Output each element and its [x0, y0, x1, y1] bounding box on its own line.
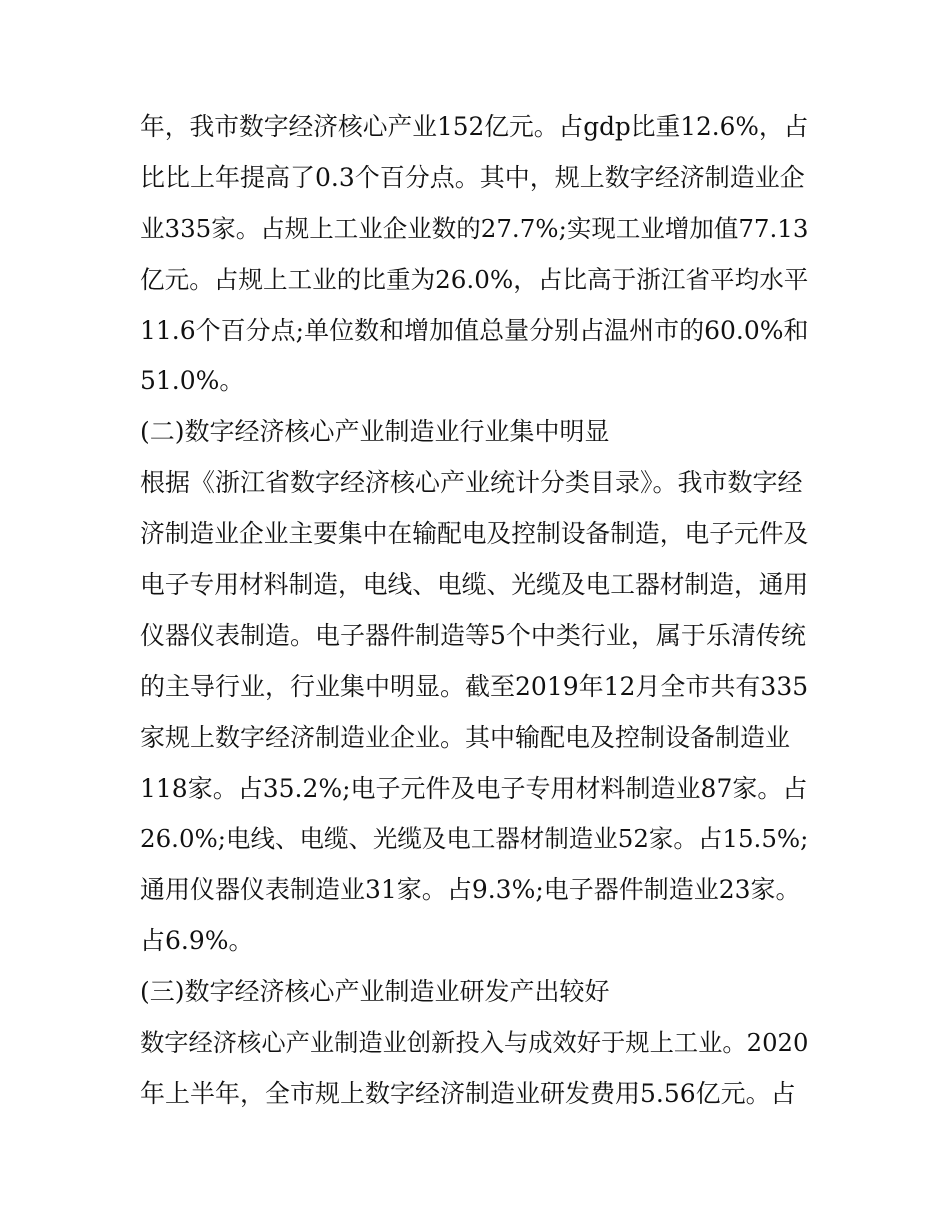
text-line [140, 814, 812, 865]
text-line-content: 亿元。占规上工业的比重为26.0%，占比高于浙江省平均水平 [140, 264, 809, 294]
section-heading [140, 967, 812, 1018]
text-line [140, 764, 812, 815]
text-line [140, 611, 812, 662]
section-heading-text: (二)数字经济核心产业制造业行业集中明显 [140, 417, 610, 447]
text-line-content: 占6.9%。 [140, 926, 254, 956]
text-line [140, 1069, 812, 1120]
text-line-content: 家规上数字经济制造业企业。其中输配电及控制设备制造业 [140, 722, 791, 752]
text-line-content: 年，我市数字经济核心产业152亿元。占gdp比重12.6%，占 [140, 112, 809, 141]
text-line [140, 560, 812, 611]
text-line [140, 356, 812, 407]
text-line [140, 865, 812, 916]
text-line [140, 204, 812, 255]
text-line [140, 458, 812, 509]
text-line-content: 的主导行业，行业集中明显。截至2019年12月全市共有335 [140, 671, 809, 701]
text-line-content: 51.0%。 [140, 366, 245, 396]
section-heading-text: (三)数字经济核心产业制造业研发产出较好 [140, 977, 610, 1007]
text-line-content: 业335家。占规上工业企业数的27.7%;实现工业增加值77.13 [140, 213, 809, 243]
text-line [140, 255, 812, 306]
text-line-content: 仪器仪表制造。电子器件制造等5个中类行业，属于乐清传统 [140, 620, 806, 650]
text-line [140, 102, 812, 153]
section-heading [140, 407, 812, 458]
text-line [140, 306, 812, 357]
text-line-content: 济制造业企业主要集中在输配电及控制设备制造，电子元件及 [140, 519, 809, 549]
text-line [140, 509, 812, 560]
text-line [140, 1018, 812, 1069]
document-page [140, 102, 812, 1120]
text-line-content: 118家。占35.2%;电子元件及电子专用材料制造业87家。占 [140, 773, 808, 803]
text-line-content: 年上半年，全市规上数字经济制造业研发费用5.56亿元。占 [140, 1078, 796, 1108]
text-line [140, 916, 812, 967]
text-line [140, 713, 812, 764]
text-line-content: 根据《浙江省数字经济核心产业统计分类目录》。我市数字经 [140, 468, 803, 498]
text-line-content: 11.6个百分点;单位数和增加值总量分别占温州市的60.0%和 [140, 315, 809, 345]
text-line [140, 153, 812, 204]
text-line-content: 电子专用材料制造，电线、电缆、光缆及电工器材制造，通用 [140, 570, 809, 600]
text-line [140, 662, 812, 713]
text-line-content: 通用仪器仪表制造业31家。占9.3%;电子器件制造业23家。 [140, 875, 801, 905]
text-line-content: 比比上年提高了0.3个百分点。其中，规上数字经济制造业企 [140, 162, 805, 192]
text-line-content: 数字经济核心产业制造业创新投入与成效好于规上工业。2020 [140, 1028, 809, 1058]
text-line-content: 26.0%;电线、电缆、光缆及电工器材制造业52家。占15.5%; [140, 824, 809, 854]
